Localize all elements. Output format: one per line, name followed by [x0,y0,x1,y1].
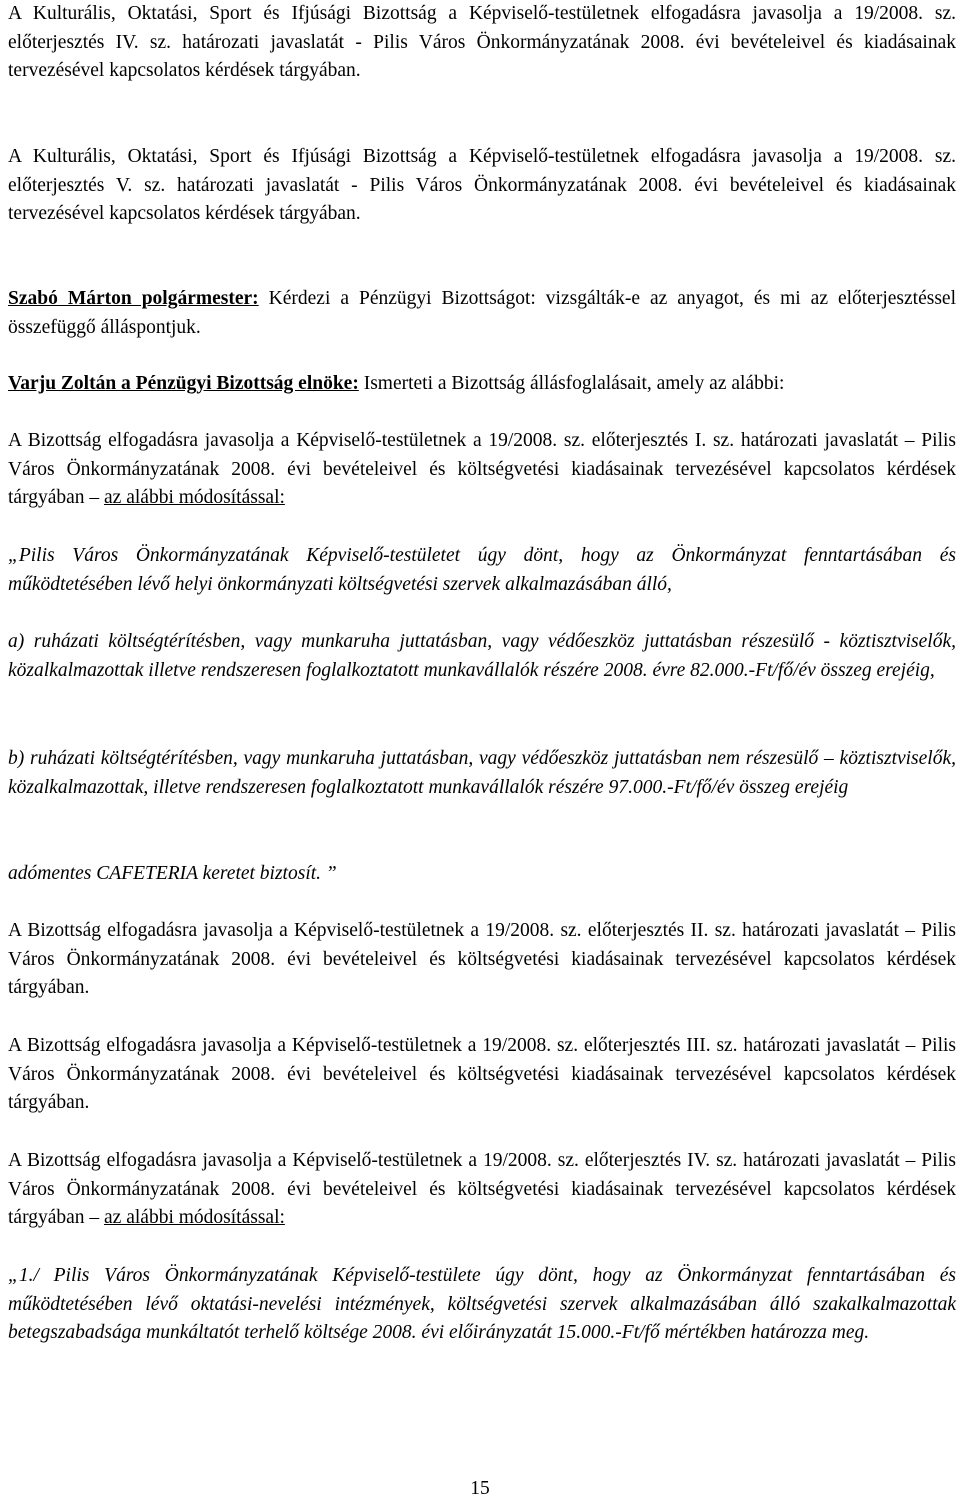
quote-sick-leave: „1./ Pilis Város Önkormányzatának Képviselő-testülete úgy dönt, hogy az Önkormányzat fenntartásában és működtetésében lévő oktatási-nevelési intézmények, költségvetési szervek alkalmazásában álló szakalkalmazottak betegszabadsága munkáltatót terhelő költsége 2008. évi előirányzatát 15.000.-Ft/fő mértékben határozza meg. [8,1265,956,1344]
resolution-paragraph-iv: A Kulturális, Oktatási, Sport és Ifjúsági Bizottság a Képviselő-testületnek elfogadásra javasolja a 19/2008. sz. előterjesztés IV. sz. határozati javaslatát - Pilis Város Önkormányzatának 2008. évi bevételeivel és kiadásainak tervezésével kapcsolatos kérdések tárgyában. [8,3,956,82]
quote-cafeteria-item-a: a) ruházati költségtérítésben, vagy munkaruha juttatásban, vagy védőeszköz juttatásban részesülő - köztisztviselők, közalkalmazottak illetve rendszeresen foglalkoztatott munkavállalók részére 2008. évre 82.000.-Ft/fő/év összeg erejéig, [8,631,956,681]
finance-chair-statement [8,370,956,399]
recommendation-i [8,427,956,513]
recommendation-i-text: A Bizottság elfogadásra javasolja a Képviselő-testületnek a 19/2008. sz. előterjesztés I. sz. határozati javaslatát – Pilis Város Önkormányzatának 2008. évi bevételeivel és költségvetési kiadásainak tervezésével kapcsolatos kérdések tárgyában – [8,430,956,509]
page-number: 15 [470,1478,490,1499]
finance-chair-statement-text: Ismerteti a Bizottság állásfoglalásait, amely az alábbi: [358,373,785,394]
quote-cafeteria-item-b: b) ruházati költségtérítésben, vagy munkaruha juttatásban, vagy védőeszköz juttatásban nem részesülő – köztisztviselők, közalkalmazottak, illetve rendszeresen foglalkoztatott munkavállalók részére 97.000.-Ft/fő/év összeg erejéig [8,748,956,798]
quote-cafeteria-intro: „Pilis Város Önkormányzatának Képviselő-testületet úgy dönt, hogy az Önkormányzat fenntartásában és működtetésében lévő helyi önkormányzati költségvetési szervek alkalmazásában álló, [8,545,956,595]
speaker-name-finance-chair: Varju Zoltán a Pénzügyi Bizottság elnöke: [8,373,359,394]
recommendation-i-modification: az alábbi módosítással: [104,487,285,509]
mayor-statement [8,285,956,342]
resolution-paragraph-v: A Kulturális, Oktatási, Sport és Ifjúsági Bizottság a Képviselő-testületnek elfogadásra javasolja a 19/2008. sz. előterjesztés V. sz. határozati javaslatát - Pilis Város Önkormányzatának 2008. évi bevételeivel és kiadásainak tervezésével kapcsolatos kérdések tárgyában. [8,146,956,225]
recommendation-iv-modification: az alábbi módosítással: [104,1207,285,1229]
recommendation-iv-text: A Bizottság elfogadásra javasolja a Képviselő-testületnek a 19/2008. sz. előterjesztés IV. sz. határozati javaslatát – Pilis Város Önkormányzatának 2008. évi bevételeivel és költségvetési kiadásainak tervezésével kapcsolatos kérdések tárgyában – [8,1150,956,1229]
speaker-name-mayor: Szabó Márton polgármester: [8,288,259,309]
recommendation-iv [8,1147,956,1233]
quote-cafeteria-end: adómentes CAFETERIA keretet biztosít. ” [8,863,337,884]
recommendation-ii: A Bizottság elfogadásra javasolja a Képviselő-testületnek a 19/2008. sz. előterjesztés II. sz. határozati javaslatát – Pilis Város Önkormányzatának 2008. évi bevételeivel és költségvetési kiadásainak tervezésével kapcsolatos kérdések tárgyában. [8,920,956,999]
mayor-statement-text: Kérdezi a Pénzügyi Bizottságot: vizsgálták-e az anyagot, és mi az előterjesztéssel összefüggő álláspontjuk. [8,288,956,338]
recommendation-iii: A Bizottság elfogadásra javasolja a Képviselő-testületnek a 19/2008. sz. előterjesztés III. sz. határozati javaslatát – Pilis Város Önkormányzatának 2008. évi bevételeivel és költségvetési kiadásainak tervezésével kapcsolatos kérdések tárgyában. [8,1035,956,1114]
